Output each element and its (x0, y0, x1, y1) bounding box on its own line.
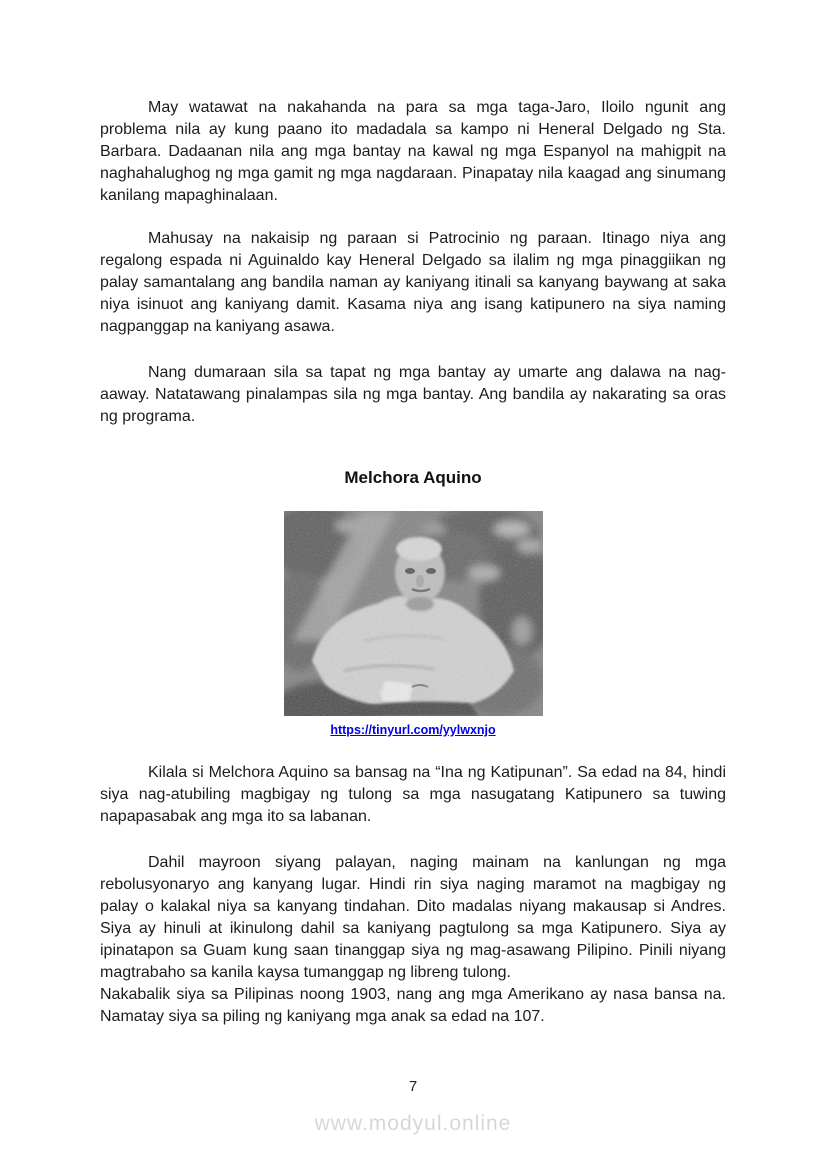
paragraph: May watawat na nakahanda na para sa mga taga-Jaro, Iloilo ngunit ang problema nila ay kung paano ito madadala sa kampo ni Heneral Delgado ng Sta. Barbara. Dadaanan nila ang mga bantay na kawal ng mga Espanyol na mahigpit na naghahalughog ng mga gamit ng mga nagdaraan. Pinapatay nila kaagad ang sinumang kanilang mapaghinalaan. (100, 99, 726, 204)
photo-caption (100, 723, 726, 738)
paragraph: Nang dumaraan sila sa tapat ng mga bantay ay umarte ang dalawa na nag-aaway. Natatawang pinalampas sila ng mga bantay. Ang bandila ay nakarating sa oras ng programa. (100, 364, 726, 425)
photo-source-link[interactable]: https://tinyurl.com/yylwxnjo (330, 723, 496, 737)
paragraph: Mahusay na nakaisip ng paraan si Patrocinio ng paraan. Itinago niya ang regalong espada ni Aguinaldo kay Heneral Delgado sa ilalim ng mga pinaggiikan ng palay samantalang ang bandila naman ay kaniyang itinali sa kanyang baywang at saka niya isinuot ang kaniyang damit. Kasama niya ang isang katipunero na siya naming nagpanggap na kaniyang asawa. (100, 230, 726, 335)
paragraph: Dahil mayroon siyang palayan, naging mainam na kanlungan ng mga rebolusyonaryo ang kanyang lugar. Hindi rin siya naging maramot na magbigay ng palay o kalakal niya sa kanyang tindahan. Dito madalas niyang makausap si Andres. Siya ay hinuli at ikinulong dahil sa kaniyang pagtulong sa mga Katipunero. Siya ay ipinatapon sa Guam kung saan tinanggap siya ng mag-asawang Pilipino. Pinili niyang magtrabaho sa kanila kaysa tumanggap ng libreng tulong. (100, 854, 726, 981)
melchora-aquino-photo (284, 511, 543, 716)
paragraph: Kilala si Melchora Aquino sa bansag na “Ina ng Katipunan”. Sa edad na 84, hindi siya nag-atubiling magbigay ng tulong sa mga nasugatang Katipunero sa tuwing napapasabak ang mga ito sa labanan. (100, 764, 726, 825)
photo-illustration (284, 511, 543, 716)
page-title: Melchora Aquino (344, 468, 482, 487)
paragraph: Nakabalik siya sa Pilipinas noong 1903, nang ang mga Amerikano ay nasa bansa na. Namatay siya sa piling ng kaniyang mga anak sa edad na 107. (100, 986, 726, 1025)
melchora-aquino-figure (100, 511, 726, 738)
watermark: www.modyul.online (314, 1112, 512, 1135)
page-number: 7 (408, 1078, 418, 1095)
